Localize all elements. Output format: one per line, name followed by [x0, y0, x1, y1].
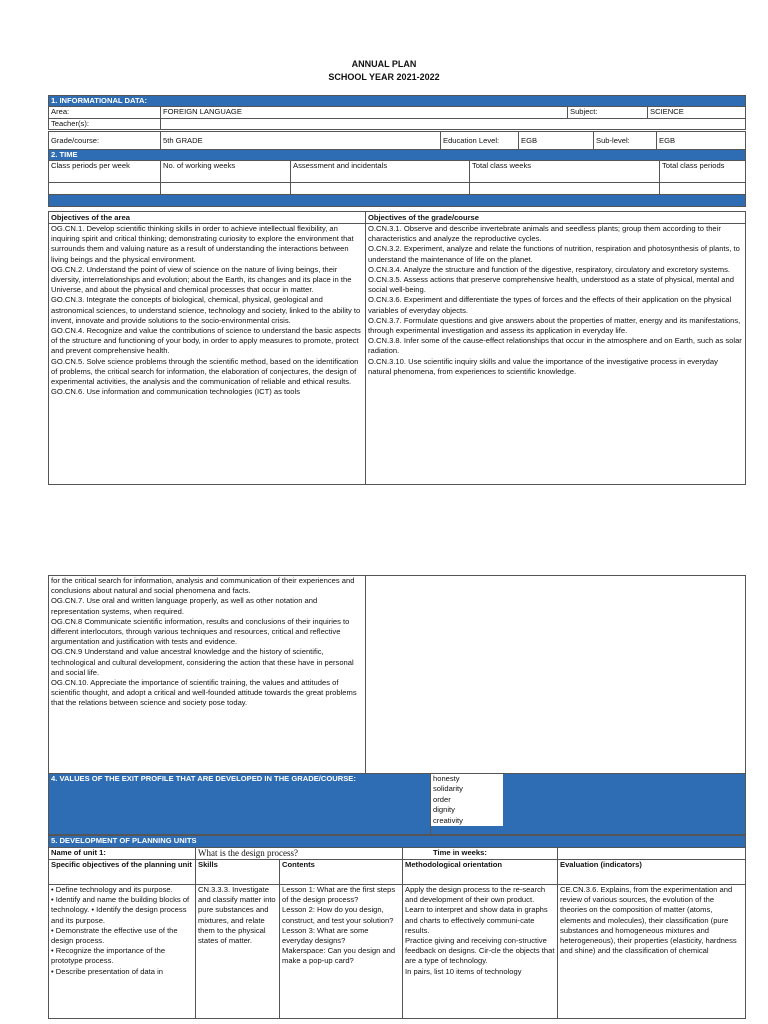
document-subtitle: SCHOOL YEAR 2021-2022 [328, 72, 440, 82]
time-value-cell [660, 183, 746, 195]
col-header-evaluation: Evaluation (indicators) [558, 860, 746, 885]
value-item: solidarity [433, 784, 463, 794]
values-table [48, 773, 746, 835]
time-value-cell [291, 183, 470, 195]
subject-value: SCIENCE [648, 107, 746, 119]
teacher-value [161, 119, 746, 130]
unit-evaluation-text: CE.CN.3.6. Explains, from the experimentation and review of various sources, the evolution of the theories on the composition of matter (atoms, elements and molecules), their classification (pure substances and homogeneous mixtures and heterogeneous), their properties (elasticity, hardness and shine) and the classification of chemical [558, 885, 746, 1019]
section2-heading: 2. TIME [49, 150, 746, 161]
col-header-method: Methodological orientation [403, 860, 558, 885]
time-table [48, 149, 746, 207]
unit-objectives-text: • Define technology and its purpose. • Identify and name the building blocks of technology. • Identify the design process and its purpose. • Demonstrate the effective use of the design process. • Recognize the importance of the prototype process. • Describe presentation of data in [49, 885, 196, 1019]
unit-skills-text: CN.3.3.3. Investigate and classify matter into pure substances and mixtures, and relate them to the physical states of matter. [196, 885, 280, 1019]
unit-name-value: What is the design process? [196, 848, 403, 860]
grade-value: 5th GRADE [161, 132, 441, 150]
time-in-weeks-label: Time in weeks: [403, 848, 558, 860]
time-col-working-weeks: No. of working weeks [161, 161, 291, 183]
objectives-table [48, 211, 746, 485]
blank-blue-bar [49, 195, 746, 207]
objectives-continued-table [48, 575, 746, 775]
section4-heading: 4. VALUES OF THE EXIT PROFILE THAT ARE DEVELOPED IN THE GRADE/COURSE: [49, 774, 431, 835]
planning-units-table [48, 835, 746, 1019]
sublevel-value: EGB [657, 132, 746, 150]
area-value: FOREIGN LANGUAGE [161, 107, 568, 119]
value-item: order [433, 794, 451, 804]
value-item: creativity [433, 815, 463, 825]
time-value-cell [49, 183, 161, 195]
grade-row-table [48, 131, 746, 150]
unit-method-text: Apply the design process to the re-search and development of their own product. Learn to interpret and show data in graphs and charts to effectively communi-cate results. Practice giving and receiving con-structive feedback on designs. Cir-cle the objects that are a type of technology. In pairs, list 10 items of technology [403, 885, 558, 1019]
objectives-grade-header: Objectives of the grade/course [366, 212, 746, 224]
values-list [431, 774, 746, 835]
edu-level-label: Education Level: [441, 132, 519, 150]
objectives-area-header: Objectives of the area [49, 212, 366, 224]
time-value-cell [161, 183, 291, 195]
objectives-grade-empty [366, 576, 746, 775]
teacher-label: Teacher(s): [49, 119, 161, 130]
time-value-cell [470, 183, 660, 195]
informational-data-table [48, 95, 746, 130]
time-col-total-weeks: Total class weeks [470, 161, 660, 183]
objectives-grade-text: O.CN.3.1. Observe and describe invertebrate animals and seedless plants; group them according to their characteristics and analyze the reproductive cycles. O.CN.3.2. Experiment, analyze and relate the functions of nutrition, respiration and photosynthesis of plants, to understand the maintenance of life on the planet. O.CN.3.4. Analyze the structure and function of the digestive, respiratory, circulatory and excretory systems. O.CN.3.5. Assess actions that preserve comprehensive health, understood as a state of physical, mental and social well-being. O.CN.3.6. Experiment and differentiate the types of forces and the effects of their application on the physical variables of everyday objects. O.CN.3.7. Formulate questions and give answers about the properties of matter, energy and its manifestations, through experimental investigation and assess its application in everyday life. O.CN.3.8. Infer some of the cause-effect relationships that occur in the atmosphere and on Earth, such as solar radiation. O.CN.3.10. Use scientific inquiry skills and value the importance of the investigative process in everyday natural phenomena, from experiences to scientific knowledge. [366, 224, 746, 485]
value-item: honesty [433, 774, 460, 783]
col-header-skills: Skills [196, 860, 280, 885]
unit-name-label: Name of unit 1: [49, 848, 196, 860]
col-header-contents: Contents [280, 860, 403, 885]
time-col-class-periods: Class periods per week [49, 161, 161, 183]
time-col-assessment: Assessment and incidentals [291, 161, 470, 183]
value-item: dignity [433, 805, 455, 815]
sublevel-label: Sub-level: [594, 132, 657, 150]
document-title: ANNUAL PLAN [351, 59, 417, 69]
objectives-area-text-continued: for the critical search for information, analysis and communication of their experiences and conclusions about natural and social phenomena and facts. OG.CN.7. Use oral and written language properly, as well as other notation and representation systems, when required. OG.CN.8 Communicate scientific information, results and conclusions of their inquiries to different interlocutors, through various techniques and resources, critical and reflective argumentation and justification with tests and evidence. OG.CN.9 Understand and value ancestral knowledge and the history of scientific, technological and cultural development, considering the action that these have in personal and social life. OG.CN.10. Appreciate the importance of scientific training, the values and attitudes of scientific thought, and adopt a critical and well-founded attitude towards the great problems that the relations between science and society pose today. [49, 576, 366, 775]
unit-contents-text: Lesson 1: What are the first steps of the design process? Lesson 2: How do you design, construct, and test your solution? Lesson 3: What are some everyday designs? Makerspace: Can you design and make a pop-up card? [280, 885, 403, 1019]
section1-heading: 1. INFORMATIONAL DATA: [49, 96, 746, 107]
time-in-weeks-value [558, 848, 746, 860]
objectives-area-text: OG.CN.1. Develop scientific thinking skills in order to achieve intellectual flexibility, an inquiring spirit and critical thinking; demonstrating curiosity to explore the environment that surrounds them and valuing nature as a result of understanding the interactions between living beings and the physical environment. OG.CN.2. Understand the point of view of science on the nature of living beings, their diversity, interrelationships and evolution; about the Earth, its changes and its place in the Universe, and about the physical and chemical processes that occur in matter. GO.CN.3. Integrate the concepts of biological, chemical, physical, geological and astronomical sciences, to understand science, technology and society, linked to the ability to invent, innovate and provide solutions to the socio-environmental crisis. GO.CN.4. Recognize and value the contributions of science to understand the basic aspects of the structure and functioning of your body, in order to apply measures to promote, protect and prevent comprehensive health. GO.CN.5. Solve science problems through the scientific method, based on the identification of problems, the critical search for information, the elaboration of conjectures, the design of experimental activities, the analysis and the communication of reliable and ethical results. GO.CN.6. Use information and communication technologies (ICT) as tools [49, 224, 366, 485]
subject-label: Subject: [568, 107, 648, 119]
col-header-objectives: Specific objectives of the planning unit [49, 860, 196, 885]
area-label: Area: [49, 107, 161, 119]
time-col-total-periods: Total class periods [660, 161, 746, 183]
grade-label: Grade/course: [49, 132, 161, 150]
section5-heading: 5. DEVELOPMENT OF PLANNING UNITS [49, 836, 746, 848]
edu-level-value: EGB [519, 132, 594, 150]
